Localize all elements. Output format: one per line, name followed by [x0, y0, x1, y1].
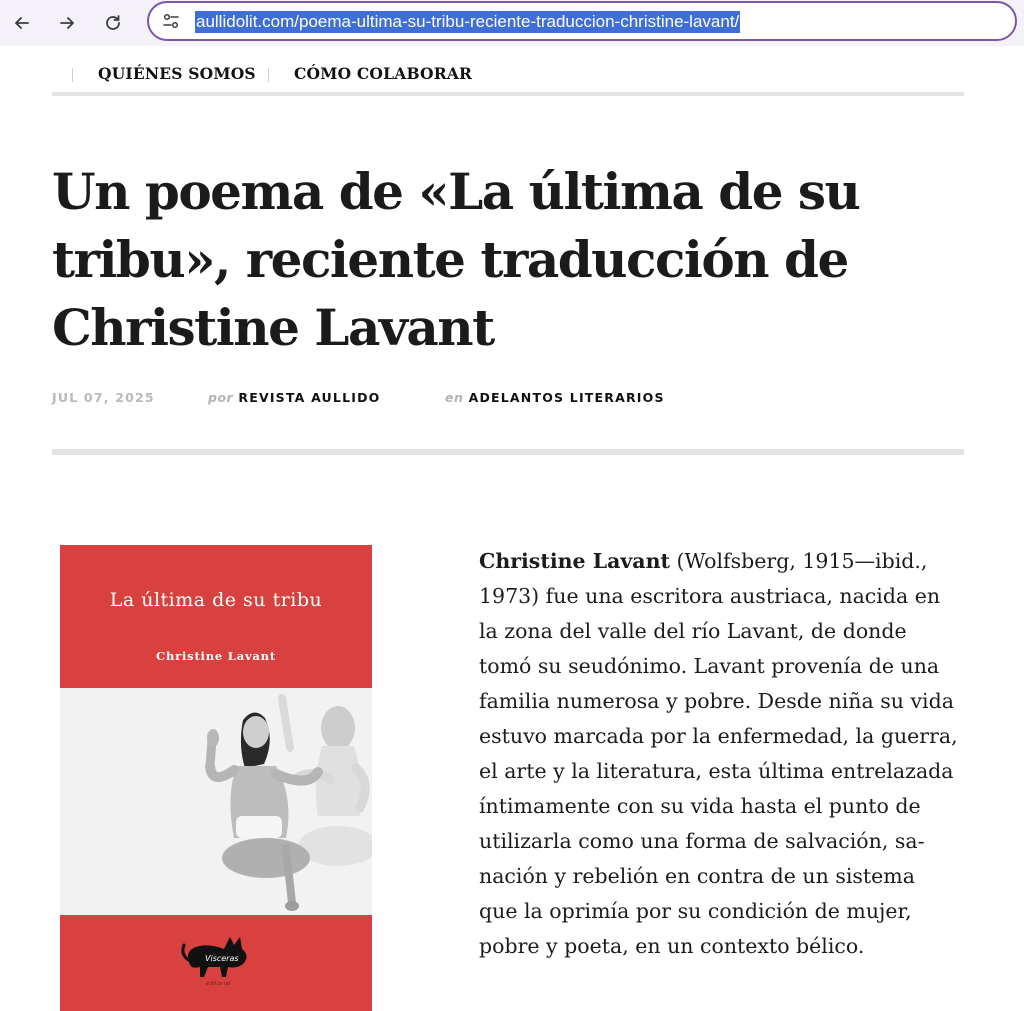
article-title-line: Un poema de «La última de su: [52, 162, 860, 221]
article-title-line: Christine Lavant: [52, 298, 494, 357]
bio-line: estuvo marcada por la enfermedad, la guerra,: [479, 724, 958, 748]
site-settings-icon[interactable]: [162, 12, 180, 30]
cover-photo: [60, 688, 372, 915]
address-bar[interactable]: [147, 1, 1017, 41]
bio-line: íntimamente con su vida hasta el punto de: [479, 794, 921, 818]
bio-line: 1973) fue una escritora austriaca, nacida en: [479, 584, 941, 608]
bio-author-name: Christine Lavant: [479, 549, 670, 573]
nav-divider: [72, 68, 73, 82]
site-navigation: [52, 52, 964, 92]
forward-arrow-icon: [57, 13, 77, 33]
author-prefix: por: [208, 390, 234, 405]
bio-line: pobre y poeta, en un contexto bélico.: [479, 934, 865, 958]
bio-line: la zona del valle del río Lavant, de donde: [479, 619, 907, 643]
browser-toolbar: [0, 0, 1024, 46]
book-cover-image: [60, 545, 372, 1011]
post-author: [208, 390, 381, 405]
post-category: [445, 390, 665, 405]
nav-divider: [268, 68, 269, 82]
nav-link-quienes-somos[interactable]: QUIÉNES SOMOS: [98, 64, 256, 83]
bio-line: tomó su seudónimo. Lavant provenía de una: [479, 654, 940, 678]
bio-line: (Wolfsberg, 1915—ibid.,: [669, 549, 928, 573]
post-date: JUL 07, 2025: [52, 390, 155, 405]
article-title-line: tribu», reciente traducción de: [52, 230, 848, 289]
meta-divider: [52, 449, 964, 455]
bio-line-first: [479, 544, 969, 579]
category-prefix: en: [445, 390, 464, 405]
forward-button[interactable]: [51, 7, 83, 39]
cat-logo-icon: [178, 925, 254, 979]
cover-figures-illustration: [60, 688, 372, 915]
bio-line: el arte y la literatura, esta última entrelazada: [479, 759, 954, 783]
bio-line: nación y rebelión en contra de un sistema: [479, 864, 915, 888]
publisher-small-text: editorial: [206, 981, 232, 987]
publisher-logo-text: Visceras: [205, 954, 239, 963]
reload-icon: [103, 13, 123, 33]
nav-underline: [52, 92, 964, 96]
nav-link-como-colaborar[interactable]: CÓMO COLABORAR: [294, 64, 473, 83]
article-title: [52, 158, 952, 362]
bio-line: utilizarla como una forma de salvación, sa-: [479, 829, 925, 853]
category-link[interactable]: ADELANTOS LITERARIOS: [468, 390, 665, 405]
cover-bottom-band: [60, 915, 372, 1011]
bio-line: familia numerosa y pobre. Desde niña su vida: [479, 689, 954, 713]
author-bio-paragraph: [479, 544, 969, 964]
author-link[interactable]: REVISTA AULLIDO: [238, 390, 381, 405]
cover-title: La última de su tribu: [109, 589, 323, 611]
reload-button[interactable]: [97, 7, 129, 39]
back-button[interactable]: [6, 7, 38, 39]
back-arrow-icon: [12, 13, 32, 33]
url-text[interactable]: aullidolit.com/poema-ultima-su-tribu-reciente-traduccion-christine-lavant/: [196, 12, 740, 31]
bio-line: que la oprimía por su condición de mujer,: [479, 899, 912, 923]
cover-top-band: [60, 545, 372, 688]
cover-author: Christine Lavant: [156, 649, 276, 663]
